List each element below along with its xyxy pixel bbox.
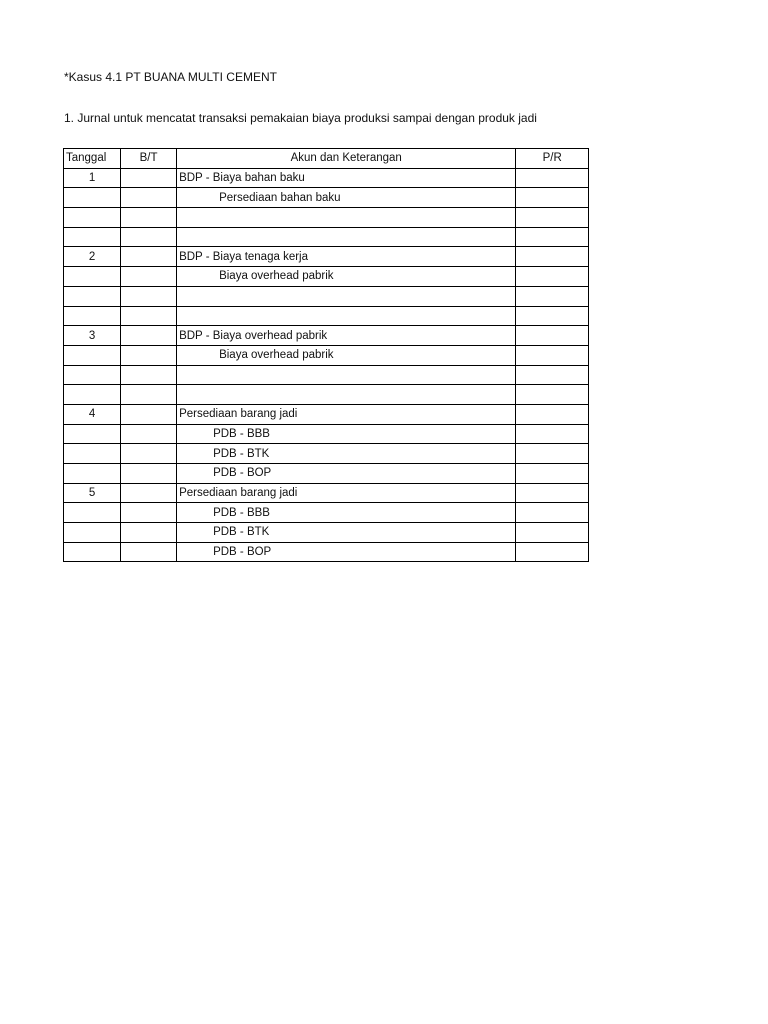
table-row <box>64 267 589 287</box>
cell-pr <box>516 345 589 365</box>
cell-tanggal <box>64 286 121 306</box>
table-row <box>64 464 589 484</box>
cell-akun: PDB - BBB <box>177 503 516 523</box>
cell-akun <box>177 208 516 228</box>
cell-bt <box>121 267 177 287</box>
cell-akun: Biaya overhead pabrik <box>177 267 516 287</box>
cell-pr <box>516 424 589 444</box>
cell-pr <box>516 188 589 208</box>
cell-pr <box>516 208 589 228</box>
table-row <box>64 483 589 503</box>
cell-pr <box>516 404 589 424</box>
header-bt: B/T <box>121 149 177 169</box>
cell-bt <box>121 227 177 247</box>
cell-akun: Persediaan barang jadi <box>177 483 516 503</box>
table-row <box>64 326 589 346</box>
cell-pr <box>516 444 589 464</box>
cell-pr <box>516 365 589 385</box>
cell-bt <box>121 208 177 228</box>
cell-akun <box>177 385 516 405</box>
cell-bt <box>121 424 177 444</box>
cell-tanggal <box>64 503 121 523</box>
cell-bt <box>121 168 177 188</box>
cell-bt <box>121 365 177 385</box>
cell-akun: BDP - Biaya tenaga kerja <box>177 247 516 267</box>
cell-akun: PDB - BOP <box>177 464 516 484</box>
cell-pr <box>516 326 589 346</box>
cell-tanggal <box>64 267 121 287</box>
cell-tanggal <box>64 365 121 385</box>
cell-bt <box>121 483 177 503</box>
cell-akun: BDP - Biaya bahan baku <box>177 168 516 188</box>
cell-pr <box>516 267 589 287</box>
cell-tanggal: 4 <box>64 404 121 424</box>
cell-bt <box>121 404 177 424</box>
cell-tanggal <box>64 306 121 326</box>
cell-pr <box>516 227 589 247</box>
cell-bt <box>121 306 177 326</box>
table-row <box>64 365 589 385</box>
cell-tanggal <box>64 208 121 228</box>
cell-akun <box>177 227 516 247</box>
table-row <box>64 306 589 326</box>
table-row <box>64 286 589 306</box>
header-akun: Akun dan Keterangan <box>177 149 516 169</box>
cell-bt <box>121 247 177 267</box>
cell-pr <box>516 286 589 306</box>
cell-akun: Biaya overhead pabrik <box>177 345 516 365</box>
cell-tanggal <box>64 542 121 562</box>
cell-tanggal: 1 <box>64 168 121 188</box>
cell-tanggal <box>64 444 121 464</box>
cell-tanggal: 3 <box>64 326 121 346</box>
cell-bt <box>121 542 177 562</box>
cell-pr <box>516 503 589 523</box>
cell-pr <box>516 385 589 405</box>
header-pr: P/R <box>516 149 589 169</box>
cell-pr <box>516 464 589 484</box>
cell-akun: PDB - BTK <box>177 444 516 464</box>
cell-akun: PDB - BOP <box>177 542 516 562</box>
table-row <box>64 385 589 405</box>
table-row <box>64 208 589 228</box>
cell-akun: PDB - BTK <box>177 523 516 543</box>
table-header-row <box>64 149 589 169</box>
table-row <box>64 542 589 562</box>
table-row <box>64 424 589 444</box>
cell-pr <box>516 523 589 543</box>
cell-bt <box>121 326 177 346</box>
cell-pr <box>516 306 589 326</box>
header-tanggal: Tanggal <box>64 149 121 169</box>
cell-tanggal: 2 <box>64 247 121 267</box>
table-row <box>64 168 589 188</box>
cell-tanggal <box>64 345 121 365</box>
cell-akun: PDB - BBB <box>177 424 516 444</box>
cell-bt <box>121 188 177 208</box>
cell-tanggal <box>64 227 121 247</box>
cell-bt <box>121 385 177 405</box>
cell-bt <box>121 523 177 543</box>
cell-akun: Persediaan barang jadi <box>177 404 516 424</box>
table-row <box>64 247 589 267</box>
journal-body <box>64 168 589 562</box>
cell-bt <box>121 286 177 306</box>
table-row <box>64 188 589 208</box>
document-subheading: 1. Jurnal untuk mencatat transaksi pemakaian biaya produksi sampai dengan produk jadi <box>64 111 537 125</box>
table-row <box>64 404 589 424</box>
table-row <box>64 227 589 247</box>
cell-akun <box>177 286 516 306</box>
cell-pr <box>516 483 589 503</box>
cell-tanggal <box>64 188 121 208</box>
cell-pr <box>516 168 589 188</box>
cell-tanggal <box>64 424 121 444</box>
cell-tanggal <box>64 523 121 543</box>
cell-pr <box>516 247 589 267</box>
cell-tanggal: 5 <box>64 483 121 503</box>
cell-tanggal <box>64 385 121 405</box>
table-row <box>64 523 589 543</box>
document-heading: *Kasus 4.1 PT BUANA MULTI CEMENT <box>64 70 277 84</box>
cell-akun: Persediaan bahan baku <box>177 188 516 208</box>
cell-bt <box>121 464 177 484</box>
cell-bt <box>121 444 177 464</box>
table-row <box>64 444 589 464</box>
cell-akun: BDP - Biaya overhead pabrik <box>177 326 516 346</box>
cell-pr <box>516 542 589 562</box>
table-row <box>64 503 589 523</box>
table-row <box>64 345 589 365</box>
cell-akun <box>177 365 516 385</box>
cell-akun <box>177 306 516 326</box>
cell-bt <box>121 345 177 365</box>
cell-bt <box>121 503 177 523</box>
journal-table <box>63 148 589 562</box>
cell-tanggal <box>64 464 121 484</box>
